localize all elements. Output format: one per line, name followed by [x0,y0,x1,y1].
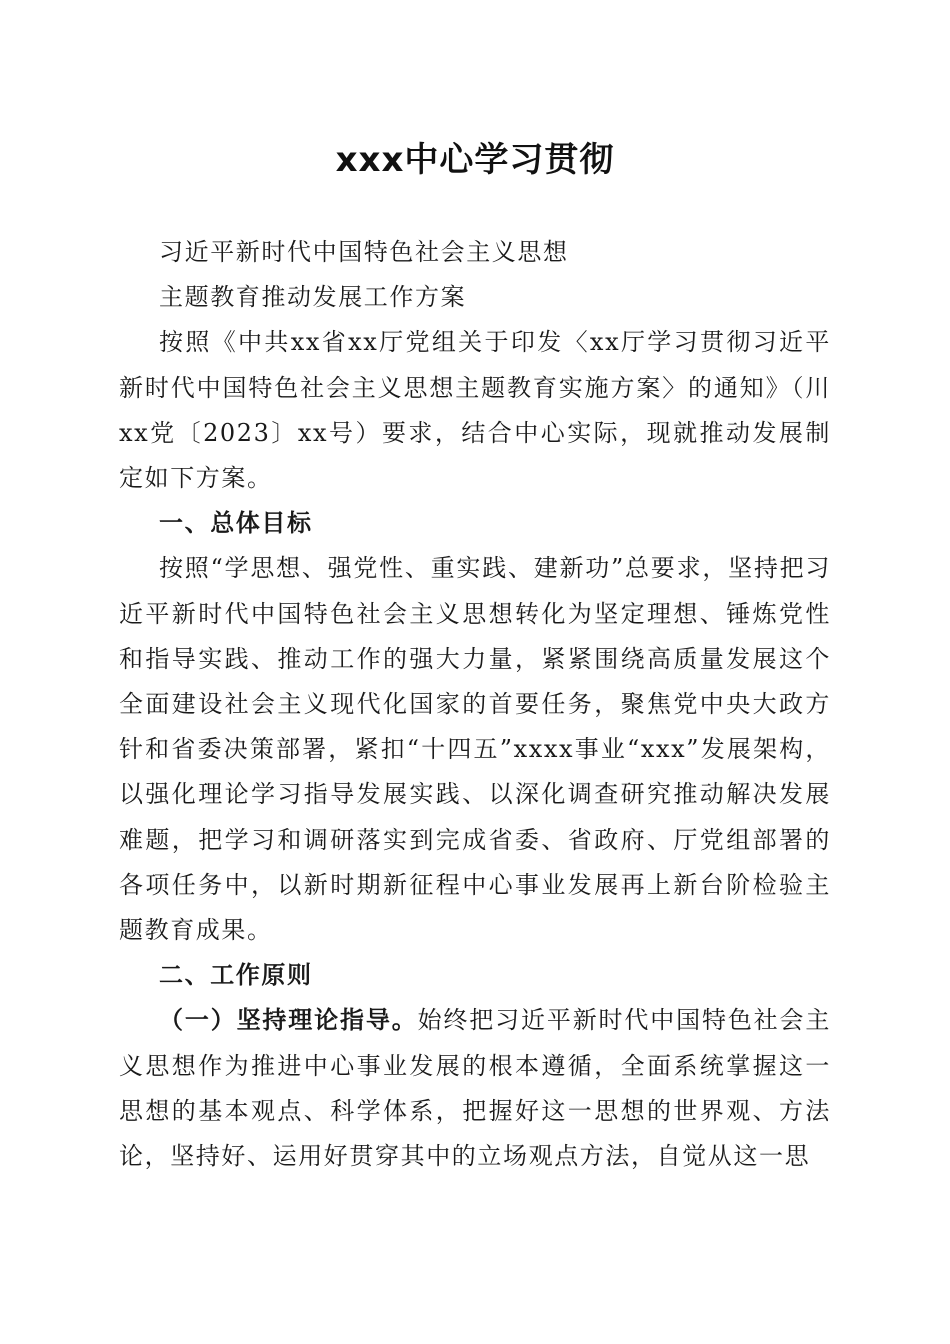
section-2-heading: 二、工作原则 [159,961,313,990]
subtitle-line-2: 主题教育推动发展工作方案 [159,283,467,312]
section-2-item-1 [119,998,831,1179]
section-2-item-1-text: 始终把习近平新时代中国特色社会主义思想作为推进中心事业发展的根本遵循，全面系统掌握这一思想的基本观点、科学体系，把握好这一思想的世界观、方法论，坚持好、运用好贯穿其中的立场观点方法，自觉从这一思 [119,1006,831,1171]
section-1-heading: 一、总体目标 [159,509,313,538]
intro-paragraph: 按照《中共xx省xx厅党组关于印发〈xx厅学习贯彻习近平新时代中国特色社会主义思想主题教育实施方案〉的通知》（川xx党〔2023〕xx号）要求，结合中心实际，现就推动发展制定如下方案。 [119,328,831,493]
section-1-paragraph: 按照“学思想、强党性、重实践、建新功”总要求，坚持把习近平新时代中国特色社会主义思想转化为坚定理想、锤炼党性和指导实践、推动工作的强大力量，紧紧围绕高质量发展这个全面建设社会主义现代化国家的首要任务，聚焦党中央大政方针和省委决策部署，紧扣“十四五”xxxx事业“xxx”发展架构，以强化理论学习指导发展实践、以深化调查研究推动解决发展难题，把学习和调研落实到完成省委、省政府、厅党组部署的各项任务中，以新时期新征程中心事业发展再上新台阶检验主题教育成果。 [119,554,831,945]
subtitle-line-1: 习近平新时代中国特色社会主义思想 [159,238,569,266]
document-body [119,230,831,1179]
section-2-item-1-lead: （一）坚持理论指导。 [159,1006,418,1035]
document-title: xxx中心学习贯彻 [335,140,615,180]
